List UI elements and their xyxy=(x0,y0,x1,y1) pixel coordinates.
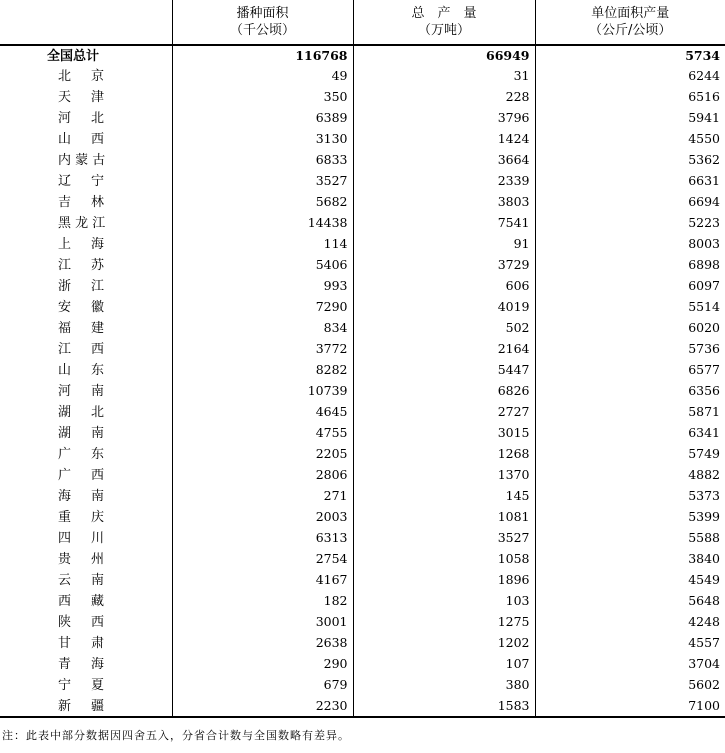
yield-value: 5588 xyxy=(535,528,725,549)
table-row xyxy=(0,528,725,549)
region-name: 北 京 xyxy=(58,69,104,84)
yield-value: 5734 xyxy=(535,45,725,66)
region-cell xyxy=(0,654,172,675)
total-output-value: 228 xyxy=(353,87,535,108)
total-output-value: 31 xyxy=(353,66,535,87)
table-row xyxy=(0,465,725,486)
table-row xyxy=(0,612,725,633)
region-cell xyxy=(0,549,172,570)
sown-area-value: 5682 xyxy=(172,192,353,213)
total-output-value: 66949 xyxy=(353,45,535,66)
sown-area-value: 2205 xyxy=(172,444,353,465)
sown-area-value: 834 xyxy=(172,318,353,339)
yield-value: 6020 xyxy=(535,318,725,339)
total-output-value: 6826 xyxy=(353,381,535,402)
region-name: 辽 宁 xyxy=(58,174,104,189)
region-name: 青 海 xyxy=(58,657,104,672)
region-cell xyxy=(0,507,172,528)
total-output-value: 1268 xyxy=(353,444,535,465)
header-yield-title: 单位面积产量 xyxy=(591,6,670,21)
sown-area-value: 6313 xyxy=(172,528,353,549)
region-name: 西 藏 xyxy=(58,594,104,609)
region-name: 山 西 xyxy=(58,132,104,147)
yield-value: 3704 xyxy=(535,654,725,675)
sown-area-value: 3001 xyxy=(172,612,353,633)
header-total-output-title: 总 产 量 xyxy=(411,6,477,21)
table-row xyxy=(0,654,725,675)
header-sown-area xyxy=(172,0,353,45)
sown-area-value: 2806 xyxy=(172,465,353,486)
sown-area-value: 116768 xyxy=(172,45,353,66)
table-row xyxy=(0,696,725,717)
sown-area-value: 2754 xyxy=(172,549,353,570)
region-name: 海 南 xyxy=(58,489,104,504)
region-name: 黑 龙 江 xyxy=(58,216,106,231)
sown-area-value: 8282 xyxy=(172,360,353,381)
region-name: 河 北 xyxy=(58,111,104,126)
header-yield-unit: （公斤/公顷） xyxy=(589,23,672,38)
table-row xyxy=(0,234,725,255)
sown-area-value: 3527 xyxy=(172,171,353,192)
region-cell xyxy=(0,486,172,507)
table-row xyxy=(0,402,725,423)
table-row xyxy=(0,381,725,402)
region-cell xyxy=(0,360,172,381)
region-cell xyxy=(0,675,172,696)
table-row xyxy=(0,549,725,570)
yield-value: 6694 xyxy=(535,192,725,213)
region-cell xyxy=(0,150,172,171)
yield-value: 5941 xyxy=(535,108,725,129)
total-output-value: 2727 xyxy=(353,402,535,423)
region-cell xyxy=(0,276,172,297)
yield-value: 5399 xyxy=(535,507,725,528)
region-cell xyxy=(0,192,172,213)
table-row xyxy=(0,591,725,612)
table-row xyxy=(0,108,725,129)
sown-area-value: 5406 xyxy=(172,255,353,276)
table-row xyxy=(0,192,725,213)
total-output-value: 91 xyxy=(353,234,535,255)
header-total-output xyxy=(353,0,535,45)
region-name: 湖 南 xyxy=(58,426,104,441)
header-region xyxy=(0,0,172,45)
yield-value: 4549 xyxy=(535,570,725,591)
sown-area-value: 3772 xyxy=(172,339,353,360)
table-row xyxy=(0,318,725,339)
sown-area-value: 2638 xyxy=(172,633,353,654)
table-row xyxy=(0,423,725,444)
total-output-value: 103 xyxy=(353,591,535,612)
region-cell xyxy=(0,465,172,486)
table-row xyxy=(0,213,725,234)
table-row xyxy=(0,633,725,654)
table-row xyxy=(0,507,725,528)
region-cell xyxy=(0,339,172,360)
sown-area-value: 290 xyxy=(172,654,353,675)
sown-area-value: 6833 xyxy=(172,150,353,171)
region-name: 重 庆 xyxy=(58,510,104,525)
yield-value: 5602 xyxy=(535,675,725,696)
sown-area-value: 14438 xyxy=(172,213,353,234)
table-row xyxy=(0,360,725,381)
region-cell xyxy=(0,423,172,444)
region-name: 福 建 xyxy=(58,321,104,336)
region-name: 山 东 xyxy=(58,363,104,378)
region-name: 宁 夏 xyxy=(58,678,104,693)
total-output-value: 1370 xyxy=(353,465,535,486)
table-row xyxy=(0,171,725,192)
region-name: 安 徽 xyxy=(58,300,104,315)
total-output-value: 5447 xyxy=(353,360,535,381)
sown-area-value: 7290 xyxy=(172,297,353,318)
region-name: 甘 肃 xyxy=(58,636,104,651)
region-cell xyxy=(0,381,172,402)
yield-value: 6898 xyxy=(535,255,725,276)
yield-value: 6097 xyxy=(535,276,725,297)
yield-value: 6356 xyxy=(535,381,725,402)
total-output-value: 3664 xyxy=(353,150,535,171)
yield-value: 5373 xyxy=(535,486,725,507)
total-output-value: 1275 xyxy=(353,612,535,633)
region-cell xyxy=(0,444,172,465)
sown-area-value: 3130 xyxy=(172,129,353,150)
region-name: 贵 州 xyxy=(58,552,104,567)
total-output-value: 1583 xyxy=(353,696,535,717)
header-sown-area-title: 播种面积 xyxy=(236,6,289,21)
table-row xyxy=(0,129,725,150)
total-output-value: 3015 xyxy=(353,423,535,444)
region-cell xyxy=(0,528,172,549)
sown-area-value: 271 xyxy=(172,486,353,507)
total-output-value: 4019 xyxy=(353,297,535,318)
total-output-value: 380 xyxy=(353,675,535,696)
yield-value: 4557 xyxy=(535,633,725,654)
region-name: 云 南 xyxy=(58,573,104,588)
total-output-value: 107 xyxy=(353,654,535,675)
total-output-value: 3796 xyxy=(353,108,535,129)
header-row xyxy=(0,0,725,45)
region-name: 江 苏 xyxy=(58,258,104,273)
region-cell xyxy=(0,696,172,717)
region-cell xyxy=(0,234,172,255)
total-output-value: 606 xyxy=(353,276,535,297)
region-name: 四 川 xyxy=(58,531,104,546)
table-row xyxy=(0,87,725,108)
table-row-total xyxy=(0,45,725,66)
yield-value: 6244 xyxy=(535,66,725,87)
total-output-value: 1424 xyxy=(353,129,535,150)
total-output-value: 1058 xyxy=(353,549,535,570)
yield-value: 5749 xyxy=(535,444,725,465)
yield-value: 4882 xyxy=(535,465,725,486)
header-total-output-unit: （万吨） xyxy=(417,23,470,38)
region-cell xyxy=(0,108,172,129)
region-name: 江 西 xyxy=(58,342,104,357)
region-cell xyxy=(0,213,172,234)
sown-area-value: 679 xyxy=(172,675,353,696)
header-sown-area-unit: （千公顷） xyxy=(229,23,295,38)
yield-value: 4550 xyxy=(535,129,725,150)
region-cell xyxy=(0,318,172,339)
region-name: 内 蒙 古 xyxy=(58,153,106,168)
total-output-value: 2164 xyxy=(353,339,535,360)
region-cell xyxy=(0,402,172,423)
total-output-value: 1896 xyxy=(353,570,535,591)
table-row xyxy=(0,339,725,360)
table-row xyxy=(0,150,725,171)
region-name: 湖 北 xyxy=(58,405,104,420)
total-output-value: 145 xyxy=(353,486,535,507)
region-name: 河 南 xyxy=(58,384,104,399)
header-yield xyxy=(535,0,725,45)
yield-value: 5223 xyxy=(535,213,725,234)
sown-area-value: 114 xyxy=(172,234,353,255)
region-name: 上 海 xyxy=(58,237,104,252)
region-cell xyxy=(0,171,172,192)
total-output-value: 502 xyxy=(353,318,535,339)
yield-value: 5362 xyxy=(535,150,725,171)
region-cell xyxy=(0,297,172,318)
yield-value: 8003 xyxy=(535,234,725,255)
region-cell xyxy=(0,612,172,633)
sown-area-value: 6389 xyxy=(172,108,353,129)
region-cell xyxy=(0,129,172,150)
total-output-value: 1202 xyxy=(353,633,535,654)
region-name: 天 津 xyxy=(58,90,104,105)
region-cell xyxy=(0,591,172,612)
sown-area-value: 350 xyxy=(172,87,353,108)
yield-value: 6341 xyxy=(535,423,725,444)
sown-area-value: 182 xyxy=(172,591,353,612)
yield-value: 4248 xyxy=(535,612,725,633)
total-output-value: 1081 xyxy=(353,507,535,528)
yield-value: 5736 xyxy=(535,339,725,360)
table-row xyxy=(0,276,725,297)
sown-area-value: 4755 xyxy=(172,423,353,444)
region-cell xyxy=(0,633,172,654)
sown-area-value: 49 xyxy=(172,66,353,87)
table-row xyxy=(0,675,725,696)
yield-value: 5871 xyxy=(535,402,725,423)
total-output-value: 3729 xyxy=(353,255,535,276)
region-name: 广 西 xyxy=(58,468,104,483)
yield-value: 6631 xyxy=(535,171,725,192)
table-row xyxy=(0,297,725,318)
region-name: 广 东 xyxy=(58,447,104,462)
region-cell xyxy=(0,255,172,276)
region-cell xyxy=(0,45,172,66)
table-row xyxy=(0,570,725,591)
footnote: 注：此表中部分数据因四舍五入，分省合计数与全国数略有差异。 xyxy=(2,729,350,742)
sown-area-value: 2003 xyxy=(172,507,353,528)
yield-value: 6577 xyxy=(535,360,725,381)
total-output-value: 3527 xyxy=(353,528,535,549)
region-name: 吉 林 xyxy=(58,195,104,210)
total-output-value: 7541 xyxy=(353,213,535,234)
yield-value: 5514 xyxy=(535,297,725,318)
yield-value: 3840 xyxy=(535,549,725,570)
region-cell xyxy=(0,87,172,108)
table-row xyxy=(0,486,725,507)
region-name: 陕 西 xyxy=(58,615,104,630)
region-name: 新 疆 xyxy=(58,698,104,714)
table-row xyxy=(0,255,725,276)
total-output-value: 3803 xyxy=(353,192,535,213)
region-name: 浙 江 xyxy=(58,279,104,294)
yield-value: 5648 xyxy=(535,591,725,612)
region-cell xyxy=(0,66,172,87)
table-row xyxy=(0,66,725,87)
sown-area-value: 4645 xyxy=(172,402,353,423)
sown-area-value: 10739 xyxy=(172,381,353,402)
sown-area-value: 4167 xyxy=(172,570,353,591)
total-output-value: 2339 xyxy=(353,171,535,192)
region-cell xyxy=(0,570,172,591)
yield-value: 6516 xyxy=(535,87,725,108)
sown-area-value: 993 xyxy=(172,276,353,297)
yield-value: 7100 xyxy=(535,696,725,717)
region-name: 全国总计 xyxy=(47,48,100,64)
sown-area-value: 2230 xyxy=(172,696,353,717)
table-row xyxy=(0,444,725,465)
